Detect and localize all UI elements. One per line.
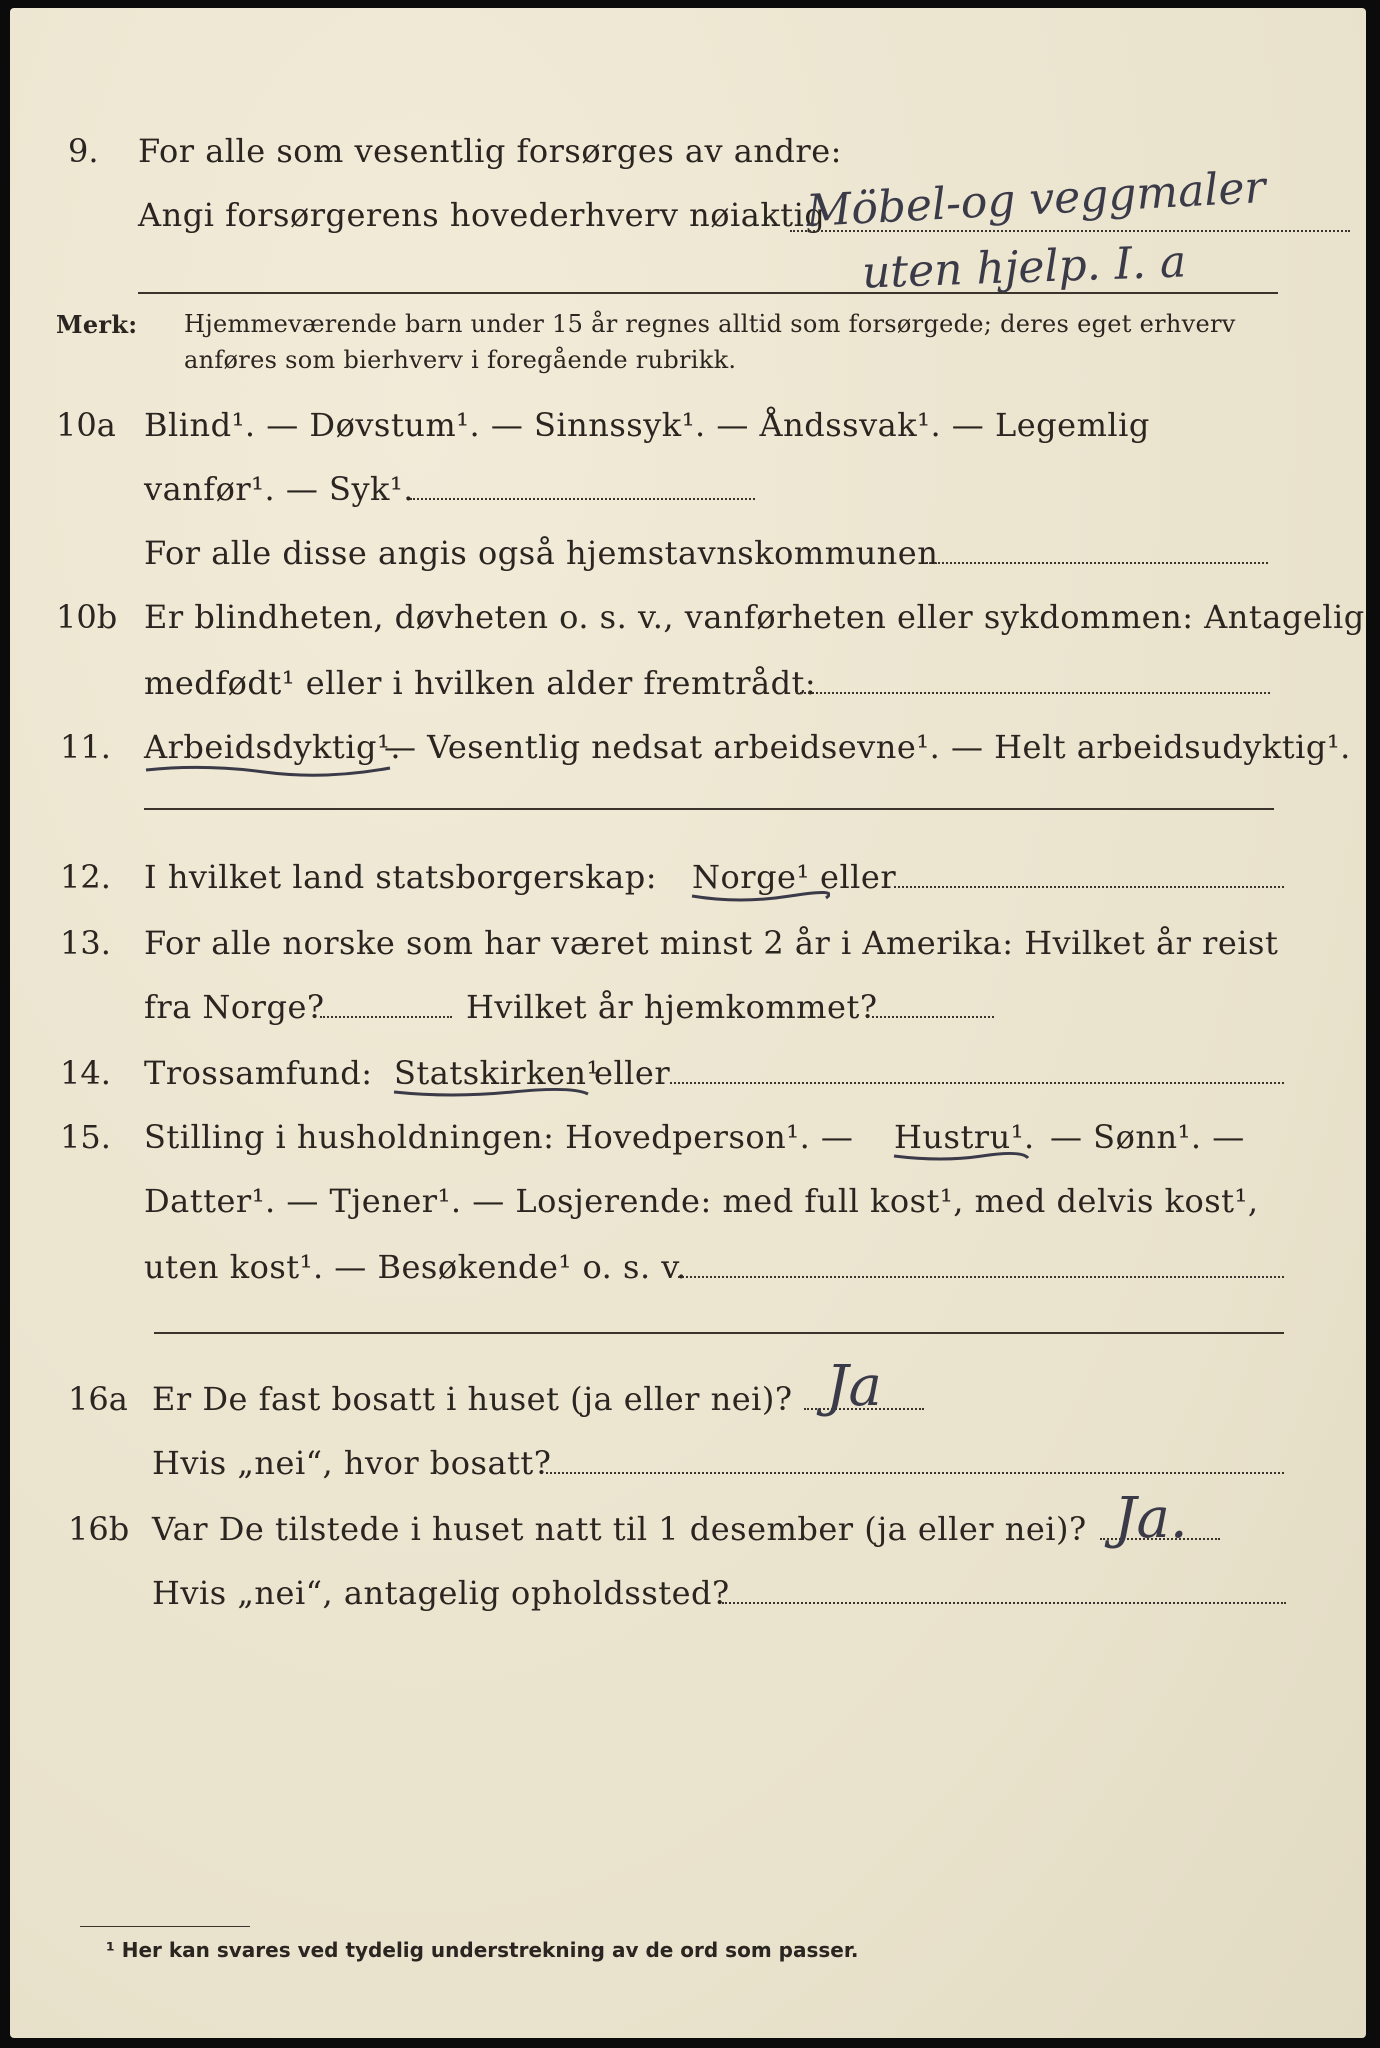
q10b-line1: Er blindheten, døvheten o. s. v., vanførheten eller sykdommen: Antagelig	[144, 598, 1365, 636]
q10b-number: 10b	[56, 598, 118, 636]
q13-hjemkommet-line	[872, 1016, 994, 1018]
q11-number: 11.	[60, 728, 111, 766]
q13-reist-line	[320, 1016, 452, 1018]
q15-line1c: — Sønn¹. —	[1050, 1118, 1245, 1156]
q16b-line1: Var De tilstede i huset natt til 1 desember (ja eller nei)?	[152, 1510, 1087, 1548]
q10b-line2: medfødt¹ eller i hvilken alder fremtrådt:	[144, 664, 817, 702]
footnote: ¹ Her kan svares ved tydelig understrekning av de ord som passer.	[106, 1938, 859, 1962]
q12-answer-line	[894, 886, 1284, 888]
q15-answer-line	[678, 1276, 1284, 1278]
q9-answer-line2	[138, 292, 1278, 294]
q16a-handwritten-answer: Ja	[826, 1354, 882, 1419]
q14-post: eller	[594, 1054, 671, 1092]
q16b-opholdssted-line	[722, 1602, 1286, 1604]
q11-underline-mark	[144, 760, 394, 780]
q15-line2: Datter¹. — Tjener¹. — Losjerende: med full kost¹, med delvis kost¹,	[144, 1182, 1259, 1220]
q15-line1a: Stilling i husholdningen: Hovedperson¹. —	[144, 1118, 854, 1156]
q12-pre: I hvilket land statsborgerskap:	[144, 858, 657, 896]
q10a-line2: vanfør¹. — Syk¹.	[144, 470, 414, 508]
q10a-number: 10a	[56, 406, 116, 444]
q14-underline-mark	[392, 1084, 592, 1104]
q13-line2a: fra Norge?	[144, 988, 325, 1026]
q15-line3: uten kost¹. — Besøkende¹ o. s. v.	[144, 1248, 687, 1286]
q16b-handwritten-answer: Ja.	[1114, 1486, 1188, 1551]
q16a-bosatt-line	[546, 1472, 1284, 1474]
q11-answer-line	[144, 808, 1274, 810]
q16a-line1: Er De fast bosatt i huset (ja eller nei)?	[152, 1380, 793, 1418]
q11-rest: — Vesentlig nedsat arbeidsevne¹. — Helt arbeidsudyktig¹.	[384, 728, 1351, 766]
q16b-line2: Hvis „nei“, antagelig opholdssted?	[152, 1574, 730, 1612]
merk-line2: anføres som bierhverv i foregående rubrikk.	[184, 346, 737, 374]
q10a-line1: Blind¹. — Døvstum¹. — Sinnssyk¹. — Åndssvak¹. — Legemlig	[144, 406, 1150, 444]
q13-line2b: Hvilket år hjemkommet?	[466, 988, 878, 1026]
q14-pre: Trossamfund:	[144, 1054, 373, 1092]
q12-underline-mark	[690, 888, 830, 908]
q16a-line2: Hvis „nei“, hvor bosatt?	[152, 1444, 552, 1482]
q10a-kommune-line	[926, 562, 1268, 564]
footnote-rule	[80, 1926, 250, 1927]
q10b-answer-line	[796, 692, 1270, 694]
q9-handwritten-answer1: Möbel-og veggmaler	[804, 162, 1267, 237]
q9-handwritten-answer2: uten hjelp. I. a	[861, 236, 1187, 299]
q15-answer-line2	[154, 1332, 1284, 1334]
q10a-syk-line	[410, 498, 755, 500]
q16b-number: 16b	[68, 1510, 130, 1548]
q12-post: eller	[820, 858, 897, 896]
q14-answer-line	[670, 1082, 1284, 1084]
q15-number: 15.	[60, 1118, 111, 1156]
q12-option-norge: Norge¹	[692, 858, 810, 896]
q16a-number: 16a	[68, 1380, 128, 1418]
q10a-line3: For alle disse angis også hjemstavnskommunen	[144, 534, 939, 572]
q15-option-hustru: Hustru¹.	[894, 1118, 1035, 1156]
q13-number: 13.	[60, 924, 111, 962]
q14-option-statskirken: Statskirken¹	[394, 1054, 600, 1092]
q13-line1: For alle norske som har været minst 2 år i Amerika: Hvilket år reist	[144, 924, 1279, 962]
q14-number: 14.	[60, 1054, 111, 1092]
q9-number: 9.	[68, 132, 99, 170]
q11-option-arbeidsdyktig: Arbeidsdyktig¹.	[144, 728, 401, 766]
merk-label: Merk:	[56, 310, 138, 339]
census-form-page	[10, 8, 1366, 2038]
q9-line1: For alle som vesentlig forsørges av andre:	[138, 132, 842, 170]
merk-line1: Hjemmeværende barn under 15 år regnes alltid som forsørgede; deres eget erhverv	[184, 310, 1236, 338]
q9-line2: Angi forsørgerens hovederhverv nøiaktig	[138, 196, 826, 234]
q12-number: 12.	[60, 858, 111, 896]
q15-underline-mark	[892, 1148, 1032, 1168]
